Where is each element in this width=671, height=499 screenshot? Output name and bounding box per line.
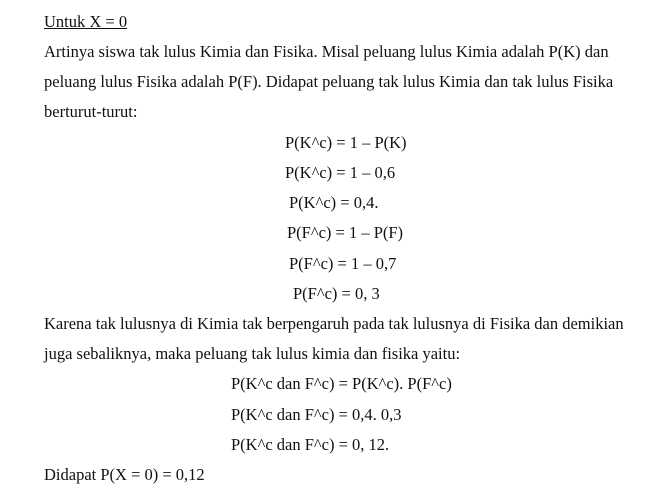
paragraph-line: berturut-turut:: [44, 102, 138, 121]
equation-line: P(K^c) = 1 – P(K): [285, 133, 407, 152]
paragraph-line: peluang lulus Fisika adalah P(F). Didapat peluang tak lulus Kimia dan tak lulus Fisika: [44, 72, 614, 91]
section-heading: Untuk X = 0: [44, 12, 128, 31]
equation-line: P(K^c dan F^c) = 0, 12.: [231, 435, 390, 454]
equation-line: P(K^c) = 0,4.: [289, 193, 379, 212]
conclusion-line: Didapat P(X = 0) = 0,12: [44, 465, 205, 484]
paragraph-line: juga sebaliknya, maka peluang tak lulus kimia dan fisika yaitu:: [44, 344, 461, 363]
equation-line: P(F^c) = 1 – P(F): [287, 223, 404, 242]
equation-line: P(K^c dan F^c) = 0,4. 0,3: [231, 405, 402, 424]
equation-line: P(F^c) = 0, 3: [293, 284, 380, 303]
equation-line: P(K^c) = 1 – 0,6: [285, 163, 396, 182]
equation-line: P(F^c) = 1 – 0,7: [289, 254, 397, 273]
paragraph-line: Karena tak lulusnya di Kimia tak berpengaruh pada tak lulusnya di Fisika dan demikian: [44, 314, 624, 333]
paragraph-line: Artinya siswa tak lulus Kimia dan Fisika. Misal peluang lulus Kimia adalah P(K) dan: [44, 42, 609, 61]
equation-line: P(K^c dan F^c) = P(K^c). P(F^c): [231, 374, 452, 393]
